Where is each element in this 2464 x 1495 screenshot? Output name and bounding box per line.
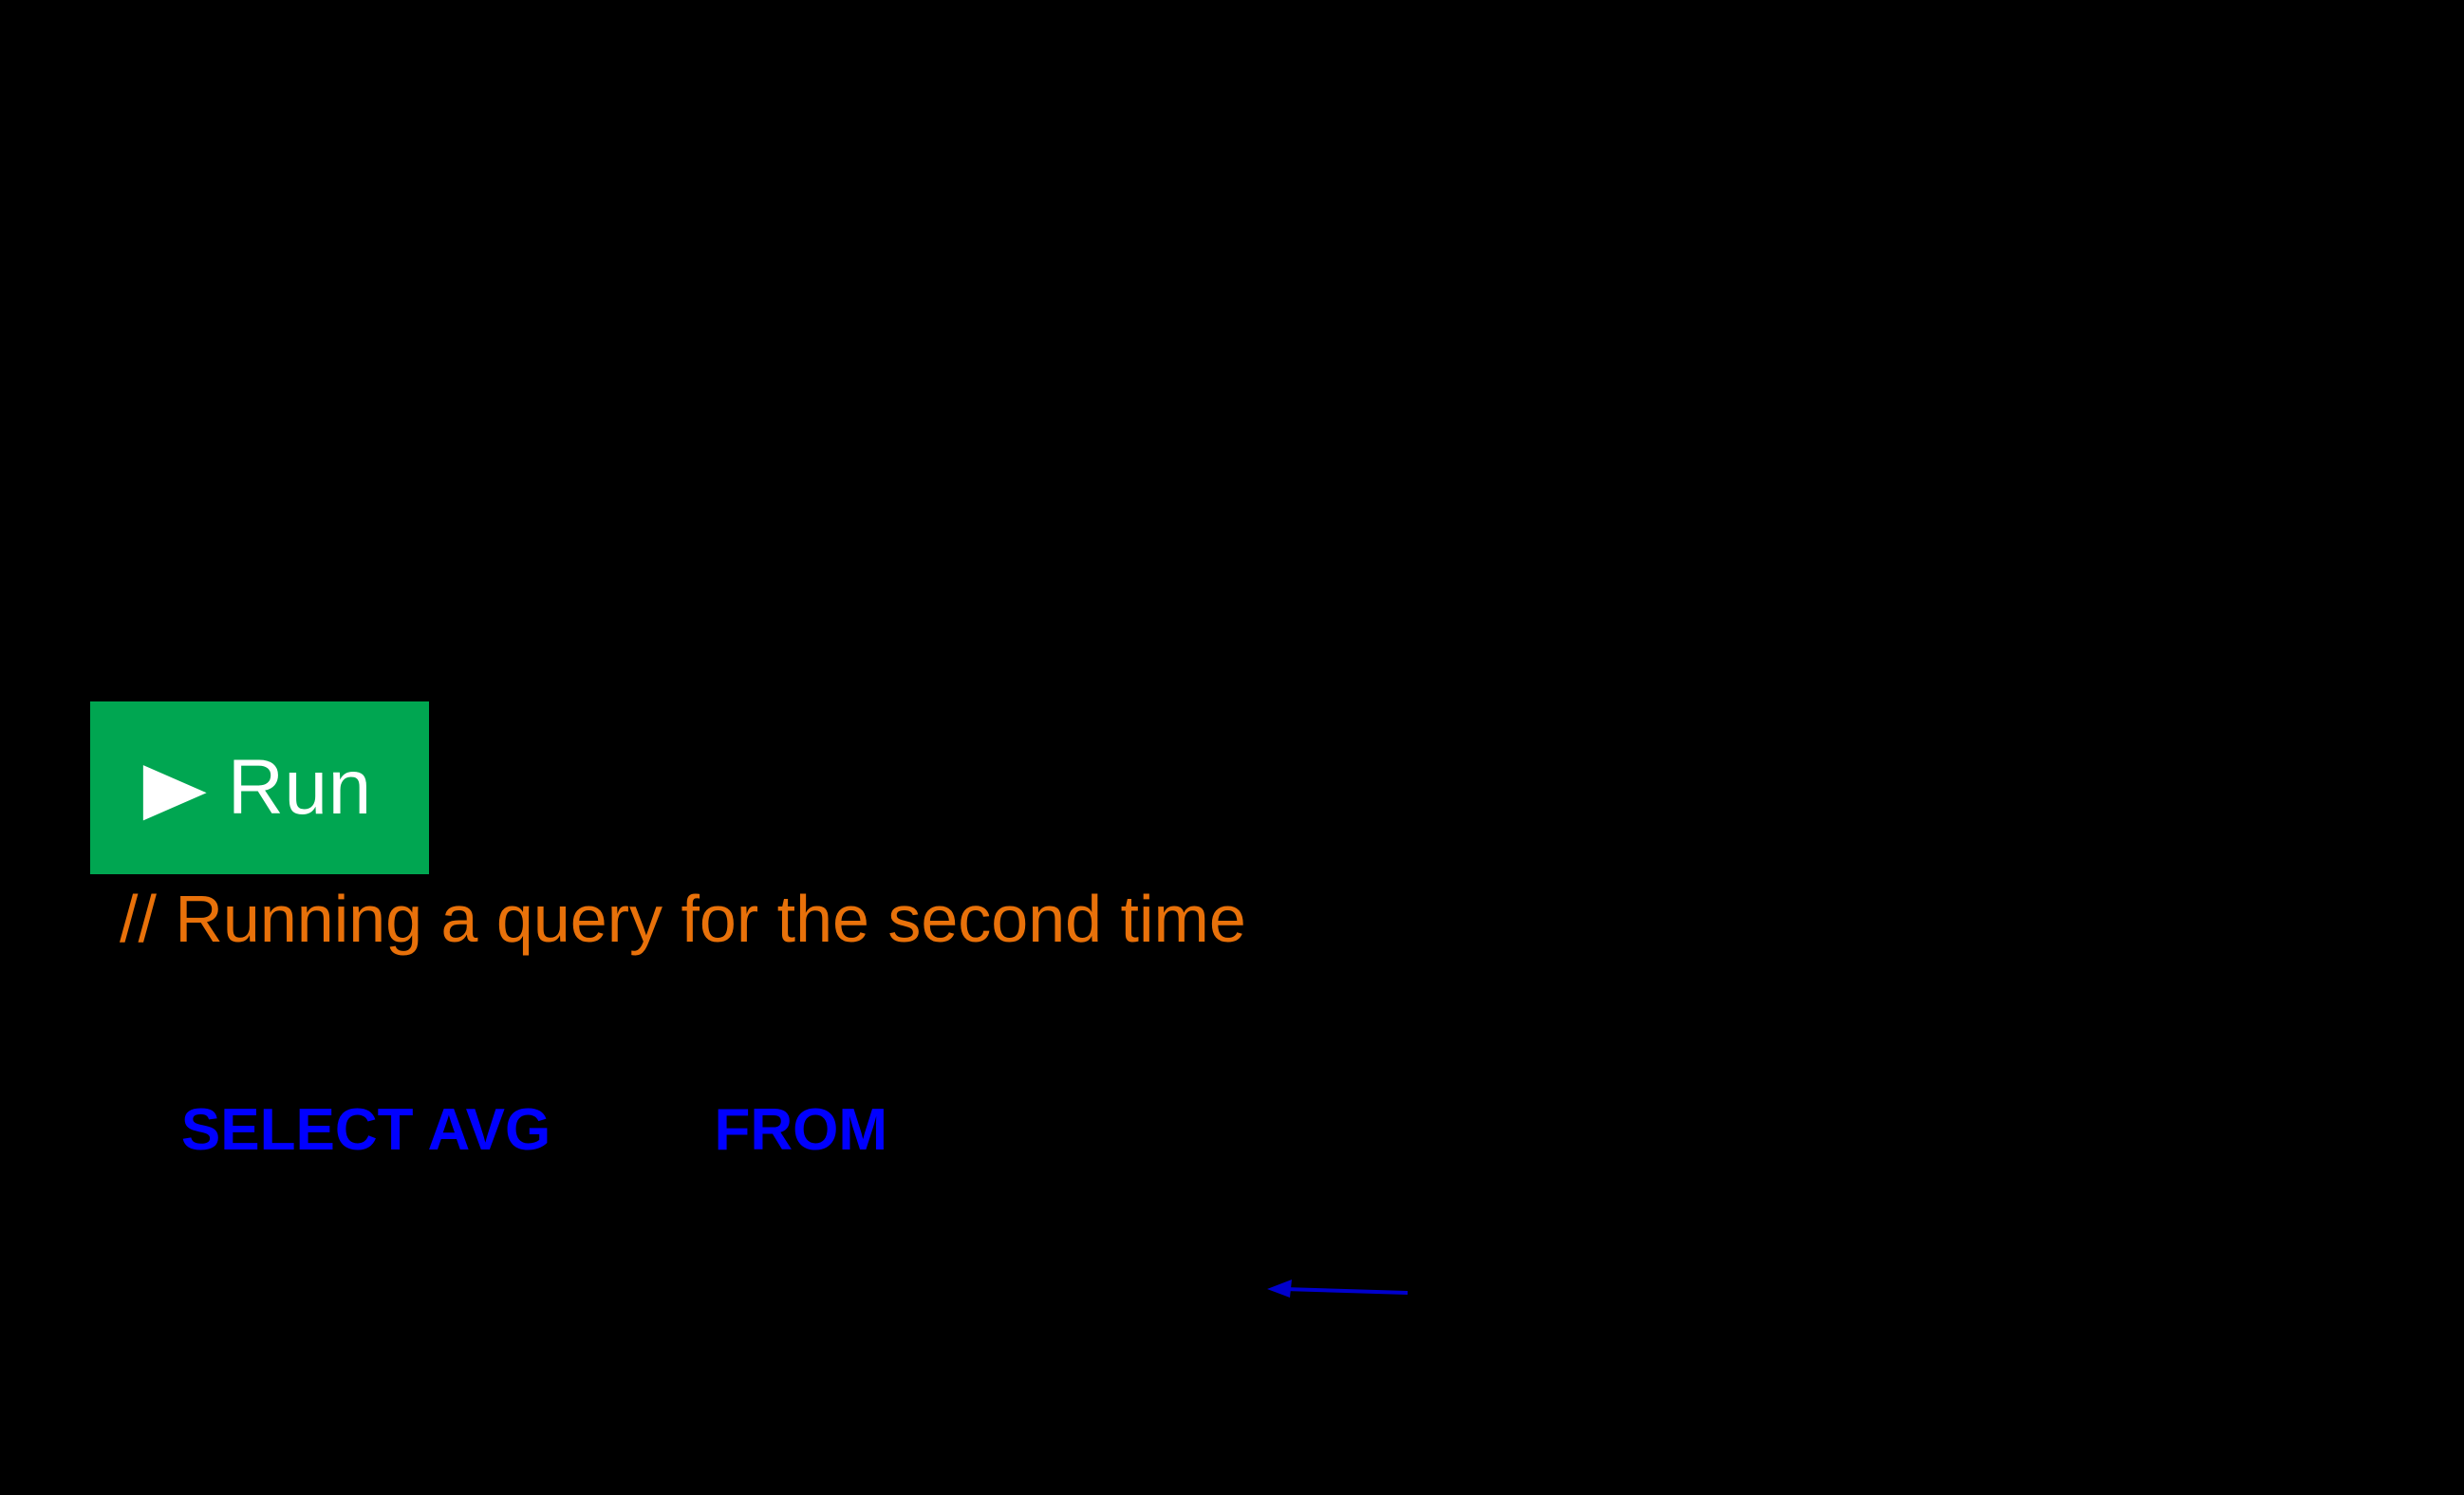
query-comment-text: // Running a query for the second time	[120, 882, 1246, 956]
sql-keyword-avg: AVG	[427, 1097, 551, 1163]
sql-space-1	[414, 1097, 428, 1163]
run-button-label: Run	[227, 744, 372, 831]
play-icon: ▶	[142, 747, 208, 828]
sql-keyword-from: FROM	[714, 1097, 887, 1163]
left-arrow-annotation	[1265, 1274, 1412, 1312]
sql-keyword-select: SELECT	[180, 1097, 414, 1163]
run-query-button[interactable]	[90, 701, 429, 874]
sql-space-2	[551, 1097, 714, 1163]
sql-query-line[interactable]	[116, 1042, 887, 1163]
